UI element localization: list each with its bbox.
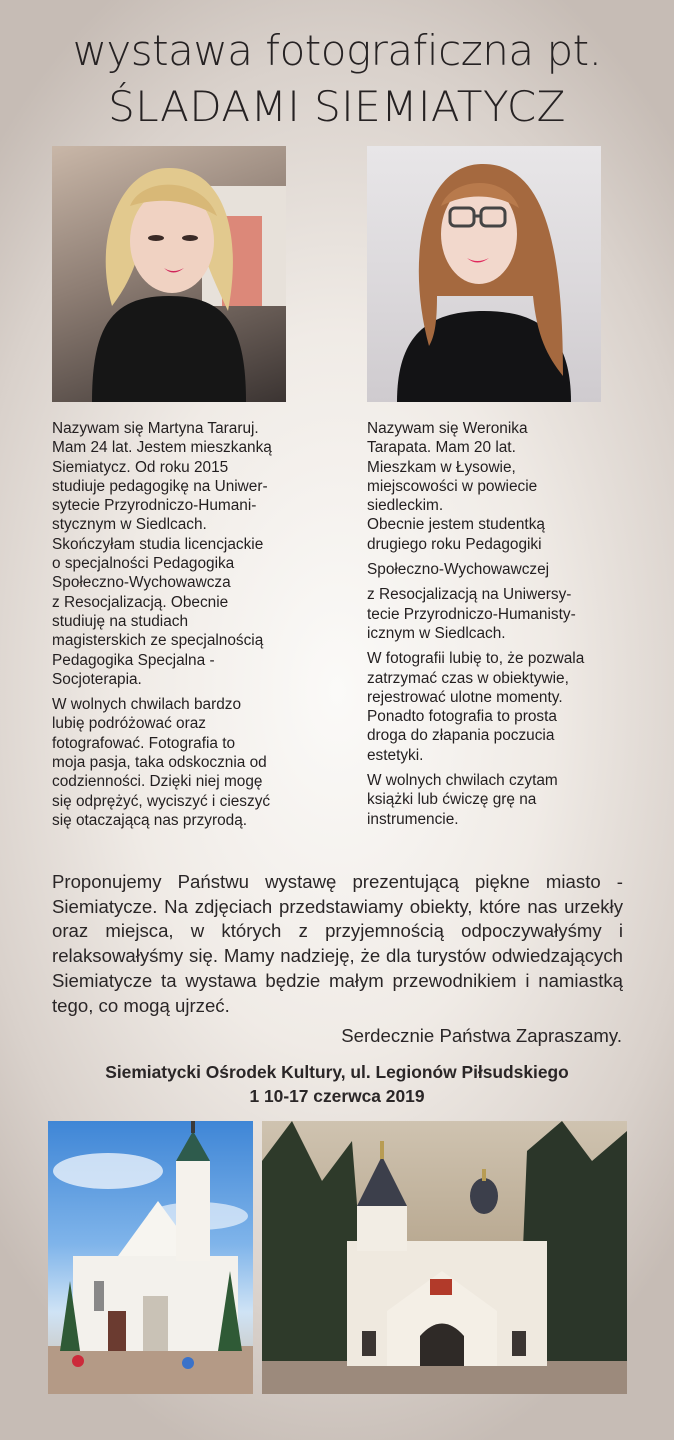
organizer-address: Siemiatycki Ośrodek Kultury, ul. Legionów Piłsudskiego [105, 1062, 569, 1082]
bio-weronika-paragraph-3: z Resocjalizacją na Uniwersy- tecie Przyrodniczo-Humanisty- icznym w Siedlcach. [367, 586, 576, 642]
bio-weronika-paragraph-4: W fotografii lubię to, że pozwala zatrzymać czas w obiektywie, rejestrować ulotne momenty. Ponadto fotografia to prosta droga do złapania poczucia estetyki. [367, 650, 585, 764]
orthodox-church-photo [262, 1121, 627, 1394]
bio-weronika-paragraph-5: W wolnych chwilach czytam książki lub ćwiczę grę na instrumencie. [367, 772, 558, 828]
exhibition-intro: Proponujemy Państwu wystawę prezentującą piękne miasto - Siemiatycze. Na zdjęciach przedstawiamy obiekty, które nas urzekły oraz miejsca, w których z przyjemnością odpoczywałyśmy i relaksowałyśmy się. Mamy nadzieję, że dla turystów odwiedzających Siemiatycze ta wystawa będzie małym przewodnikiem i namiastką tego, co mogą ujrzeć. [52, 871, 623, 1016]
bio-weronika-paragraph-1: Nazywam się Weronika Tarapata. Mam 20 lat. Mieszkam w Łysowie, miejscowości w powiecie siedleckim. Obecnie jestem studentką drugiego roku Pedagogiki [367, 420, 545, 553]
portrait-photo-martyna [52, 146, 286, 402]
bio-martyna [52, 419, 337, 836]
bio-weronika-paragraph-2: Społeczno-Wychowawczej [367, 561, 550, 579]
church-photo [48, 1121, 253, 1394]
bio-weronika [367, 419, 652, 835]
greeting: Serdecznie Państwa Zapraszamy. [341, 1025, 622, 1046]
title-line-1: wystawa fotograficzna pt. [72, 26, 602, 75]
bio-martyna-paragraph-2: W wolnych chwilach bardzo lubię podróżować oraz fotografować. Fotografia to moja pasja, taka odskocznia od codzienności. Dzięki niej mogę się odprężyć, wyciszyć i cieszyć się otaczającą nas przyrodą. [52, 696, 271, 829]
bio-martyna-paragraph-1: Nazywam się Martyna Tararuj. Mam 24 lat. Jestem mieszkanką Siemiatycz. Od roku 2015 studiuje pedagogikę na Uniwer- sytecie Przyrodniczo-Humani- stycznym w Siedlcach. Skończyłam studia licencjackie o specjalności Pedagogika Społeczno-Wychowawcza z Resocjalizacją. Obecnie studiuję na studiach magisterskich ze specjalnością Pedagogika Specjalna - Socjoterapia. [52, 420, 272, 688]
exhibition-dates: 1 10-17 czerwca 2019 [249, 1086, 425, 1106]
title-line-2: ŚLADAMI SIEMIATYCZ [108, 82, 566, 131]
portrait-photo-weronika [367, 146, 601, 402]
